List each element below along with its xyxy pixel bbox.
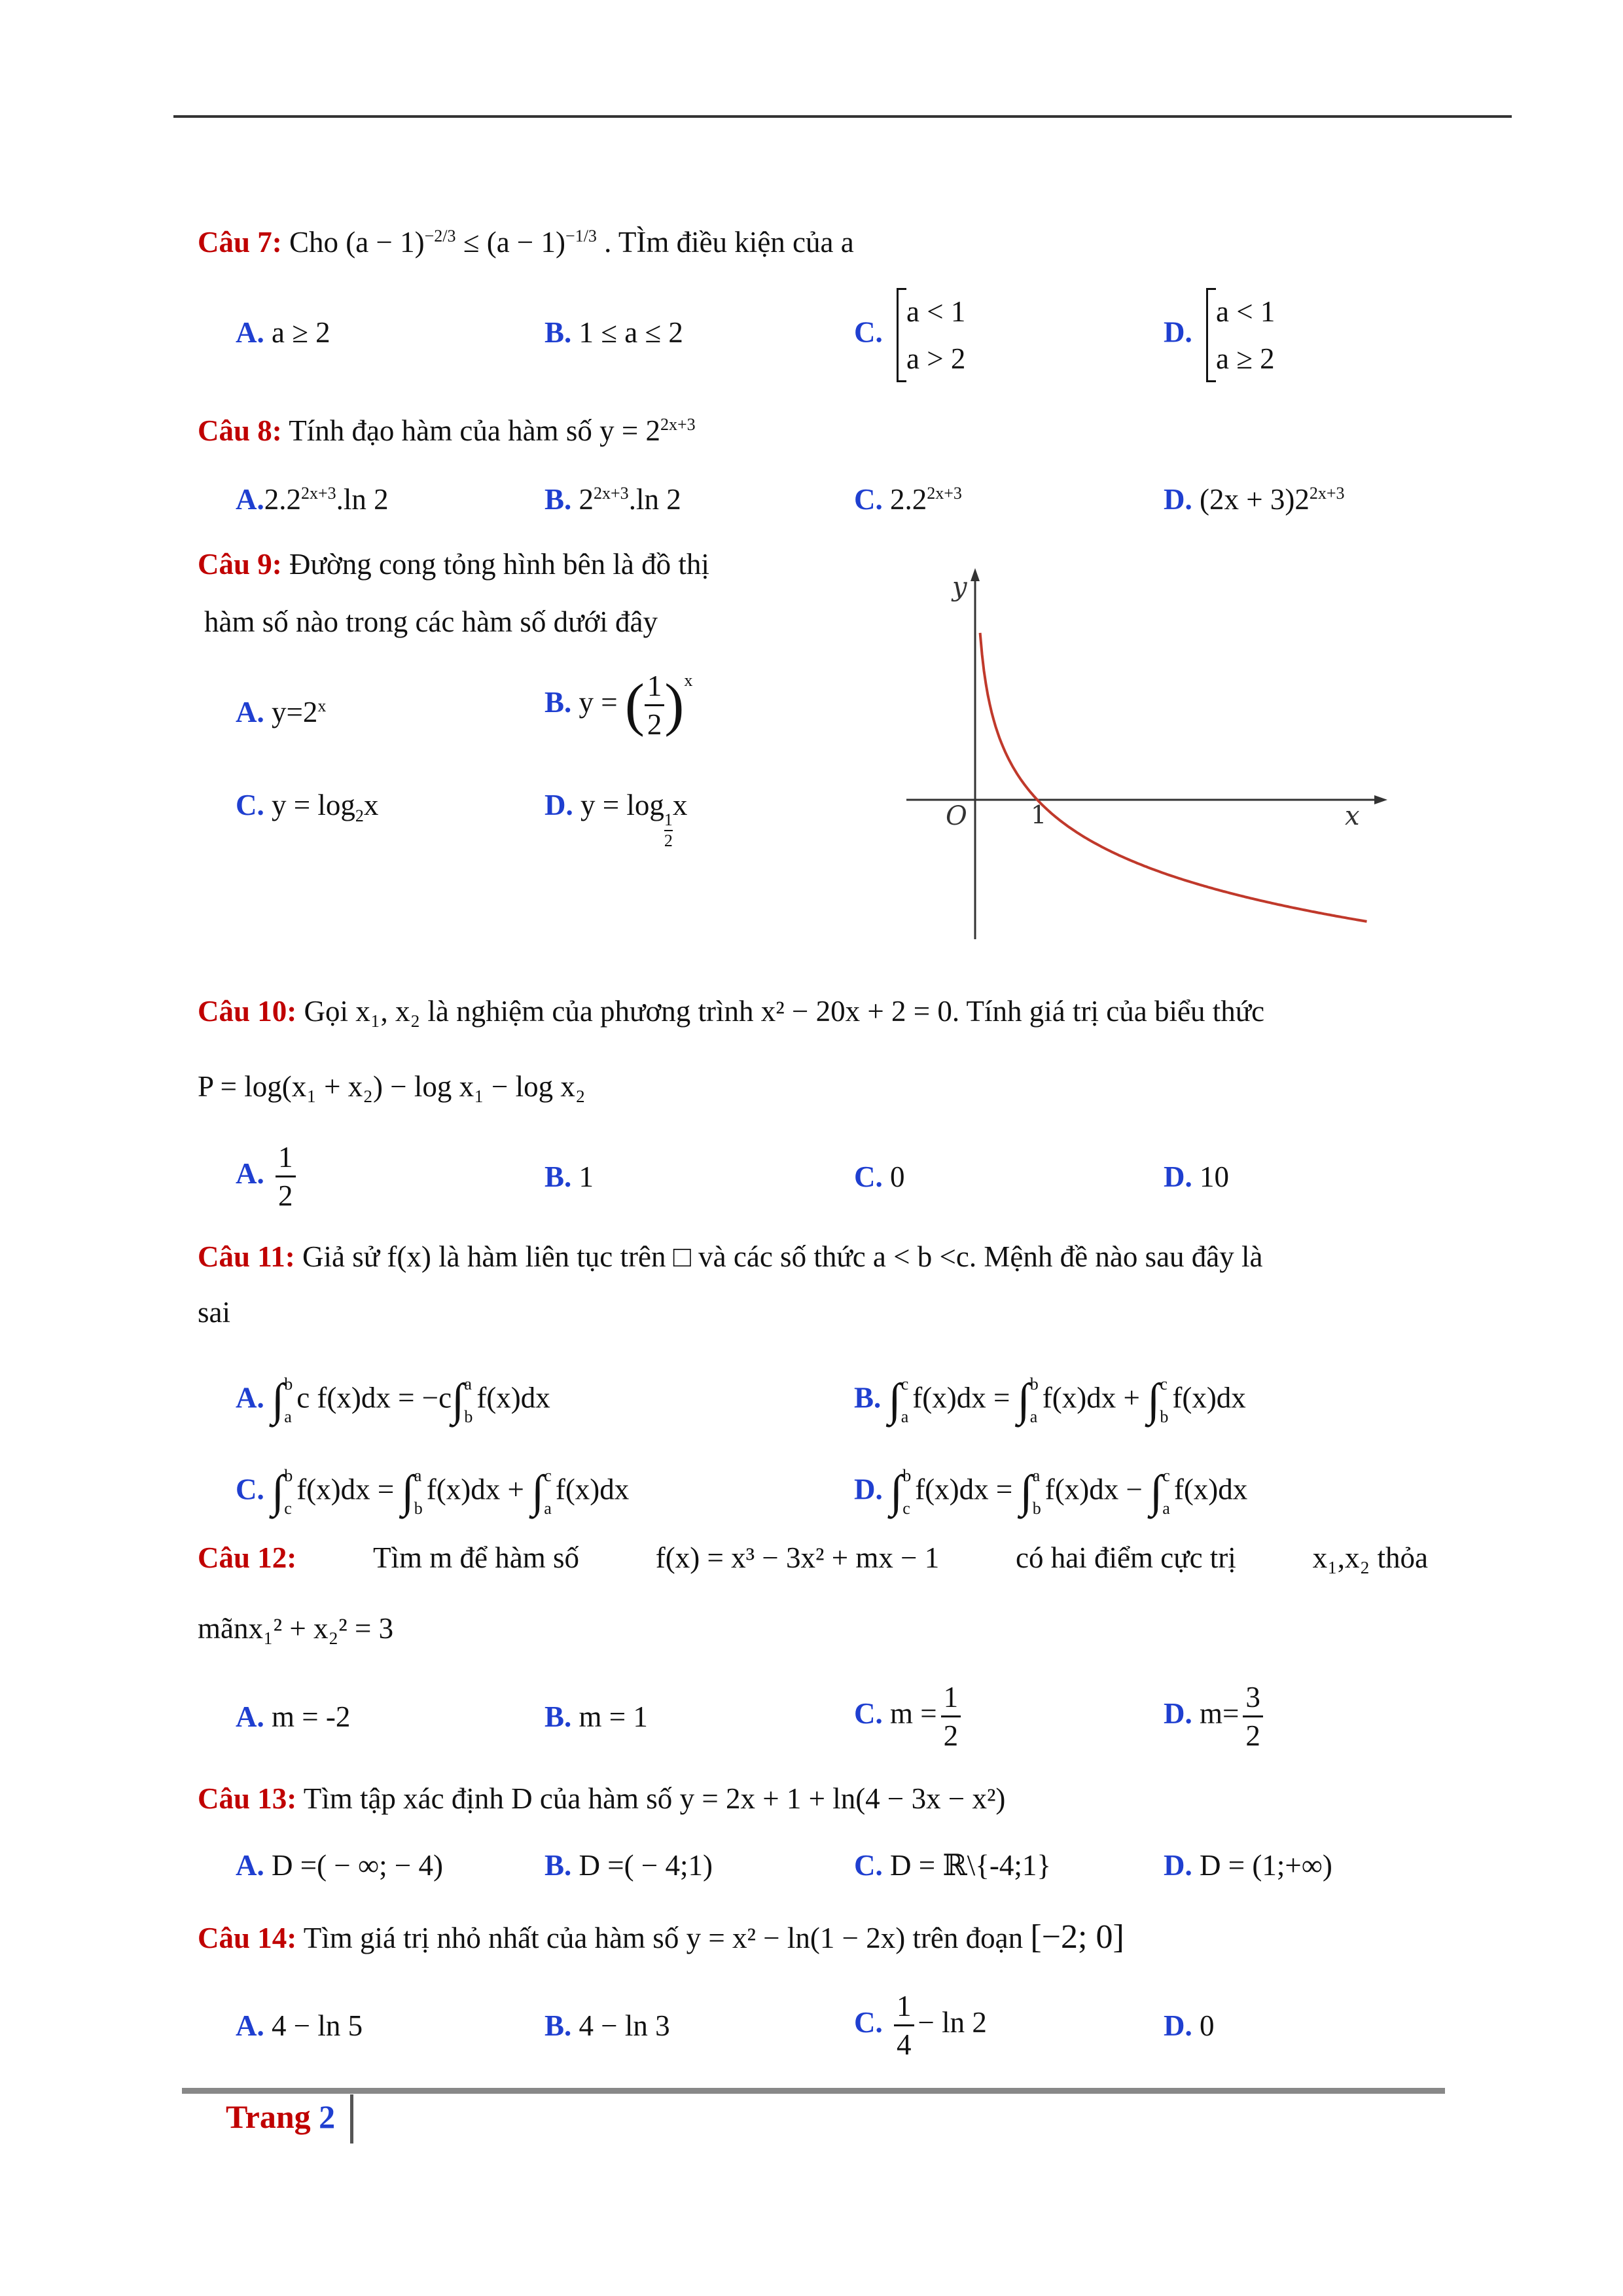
q11-option-b[interactable] <box>854 1368 1246 1433</box>
question-14-text-a: Tìm giá trị nhỏ nhất của hàm số <box>303 1922 679 1954</box>
lower-bound: a <box>544 1499 552 1518</box>
q9-option-c[interactable] <box>236 785 378 825</box>
q12-option-c-label: C. <box>854 1696 883 1730</box>
q7-option-a-label: A. <box>236 316 264 349</box>
neg-c: −c <box>421 1381 452 1414</box>
q14-option-c[interactable] <box>854 1988 987 2063</box>
q13-option-d[interactable] <box>1164 1846 1332 1885</box>
q9-option-c-tail: x <box>363 789 379 821</box>
graph-tick-label: 1 <box>1031 800 1047 829</box>
q13-option-c-label: C. <box>854 1849 883 1882</box>
integral-limits <box>284 1368 293 1433</box>
q7-option-d-label: D. <box>1164 315 1192 349</box>
integral-limits <box>464 1368 473 1433</box>
question-11-label: Câu 11: <box>198 1240 295 1273</box>
upper-bound: b <box>902 1466 912 1485</box>
q12-option-c-den: 2 <box>943 1719 959 1752</box>
q12-option-a-text: m = -2 <box>272 1700 351 1733</box>
upper-bound: a <box>1032 1466 1041 1485</box>
integral-limits <box>1030 1368 1039 1433</box>
integrand: f(x)dx <box>915 1473 989 1506</box>
integrand: f(x)dx <box>912 1381 986 1414</box>
integrand: f(x)dx <box>296 1473 370 1506</box>
q9-option-d-label: D. <box>544 789 573 821</box>
q8-option-c-exp: 2x+3 <box>927 484 962 503</box>
lower-bound: a <box>284 1407 292 1426</box>
upper-bound: b <box>284 1466 293 1485</box>
question-10-label: Câu 10: <box>198 995 297 1028</box>
q13-option-a-label: A. <box>236 1849 264 1882</box>
q10-option-a-label: A. <box>236 1157 264 1190</box>
q7-option-d-line2: a ≥ 2 <box>1216 342 1275 375</box>
q8-option-a-tail: .ln 2 <box>336 483 389 516</box>
q9-graph <box>893 556 1391 942</box>
q12-option-d-num: 3 <box>1243 1679 1263 1717</box>
q9-option-d[interactable] <box>544 785 687 851</box>
q8-option-d-exp: 2x+3 <box>1309 484 1345 503</box>
q14-option-d[interactable] <box>1164 2006 1215 2045</box>
q14-option-a-text: 4 − ln 5 <box>272 2009 363 2042</box>
q9-option-d-sub-den: 2 <box>664 831 673 850</box>
q14-option-a-label: A. <box>236 2009 264 2042</box>
q10-option-a-num: 1 <box>276 1139 296 1177</box>
q11-option-a[interactable] <box>236 1368 550 1433</box>
q7-option-d-line1: a < 1 <box>1216 295 1275 328</box>
q13-option-a[interactable] <box>236 1846 443 1885</box>
equals: = <box>377 1473 395 1506</box>
q8-option-a[interactable] <box>236 480 389 519</box>
question-10-text-a: Gọi <box>304 995 349 1028</box>
integral-limits <box>284 1460 293 1525</box>
q14-option-c-den: 4 <box>897 2028 912 2061</box>
question-11-line1: Giả sử f(x) là hàm liên tục trên □ và các số thức a < b <c. Mệnh đề nào sau đây là <box>302 1240 1263 1273</box>
plus: + <box>507 1473 524 1506</box>
question-7-expr-left: (a − 1) <box>346 226 425 259</box>
q14-option-b-text: 4 − ln 3 <box>579 2009 670 2042</box>
question-7-label: Câu 7: <box>198 226 282 259</box>
q9-option-b[interactable] <box>544 668 692 743</box>
q8-option-c-label: C. <box>854 483 883 516</box>
q12-option-c-num: 1 <box>941 1679 961 1717</box>
q12-option-c-lhs: m = <box>890 1696 937 1730</box>
q11-option-d[interactable] <box>854 1460 1247 1525</box>
q8-option-d-base: (2x + 3)2 <box>1200 483 1310 516</box>
q8-option-c[interactable] <box>854 480 962 519</box>
q13-option-b[interactable] <box>544 1846 713 1885</box>
q7-option-c[interactable] <box>854 288 965 382</box>
question-12 <box>198 1538 1428 1577</box>
q7-option-d[interactable] <box>1164 288 1275 382</box>
question-8-label: Câu 8: <box>198 414 282 447</box>
graph-origin-label: O <box>946 801 967 831</box>
q12-option-d-label: D. <box>1164 1696 1192 1730</box>
q13-option-d-text: D = (1;+∞) <box>1200 1849 1332 1882</box>
q9-option-a-base: y=2 <box>272 696 318 728</box>
top-rule <box>173 115 1512 118</box>
upper-bound: c <box>544 1466 552 1485</box>
question-9 <box>198 545 709 584</box>
integrand: f(x)dx <box>1173 1473 1248 1506</box>
question-14-interval: [−2; 0] <box>1030 1918 1124 1956</box>
q10-option-a-den: 2 <box>278 1179 293 1212</box>
q13-option-c[interactable] <box>854 1846 1051 1885</box>
integrand: f(x)dx <box>426 1473 501 1506</box>
upper-bound: a <box>414 1466 422 1485</box>
q10-option-a-fraction <box>276 1139 296 1214</box>
question-12-line2-a: mãn <box>198 1612 249 1645</box>
integral-limits <box>902 1460 911 1525</box>
q9-option-b-paren-close: ) <box>664 672 685 738</box>
q10-option-a[interactable] <box>236 1139 300 1214</box>
integral-sign: ∫ <box>890 1467 903 1517</box>
q11-option-a-label: A. <box>236 1381 264 1414</box>
question-14-func: y = x² − ln(1 − 2x) <box>686 1922 906 1954</box>
q14-option-a[interactable] <box>236 2006 363 2045</box>
q9-option-d-sub-fraction <box>664 810 673 851</box>
integrand: c f(x)dx <box>296 1381 391 1414</box>
integral-sign: ∫ <box>1147 1375 1160 1426</box>
q9-option-c-sub: 2 <box>355 806 364 825</box>
q14-option-c-tail: − ln 2 <box>918 2005 987 2039</box>
page-number <box>226 2098 335 2136</box>
question-11-line2: sai <box>198 1296 230 1329</box>
q9-option-c-base: y = log <box>272 789 355 821</box>
integral-sign: ∫ <box>888 1375 901 1426</box>
q9-option-a-label: A. <box>236 696 264 728</box>
q9-option-b-paren-open: ( <box>624 672 645 738</box>
integral-sign: ∫ <box>401 1467 414 1517</box>
graph-background <box>893 556 1391 942</box>
q10-option-d-label: D. <box>1164 1160 1192 1193</box>
q10-option-b[interactable] <box>544 1157 594 1196</box>
question-12-text-c: thỏa <box>1377 1541 1428 1574</box>
q10-option-c-text: 0 <box>890 1160 905 1193</box>
q10-option-c[interactable] <box>854 1157 905 1196</box>
question-12-line2 <box>198 1609 393 1648</box>
integral-sign: ∫ <box>452 1375 465 1426</box>
q14-option-d-label: D. <box>1164 2009 1192 2042</box>
lower-bound: b <box>464 1407 473 1426</box>
q7-option-c-label: C. <box>854 315 883 349</box>
q12-option-a[interactable] <box>236 1697 350 1736</box>
q7-option-c-line2: a > 2 <box>906 342 966 375</box>
q8-option-b-base: 2 <box>579 483 594 516</box>
lower-bound: a <box>1029 1407 1038 1426</box>
q9-option-d-sub-num: 1 <box>664 810 673 831</box>
q11-option-d-label: D. <box>854 1473 883 1506</box>
q9-option-b-num: 1 <box>645 668 665 706</box>
lower-bound: c <box>284 1499 292 1518</box>
lower-bound: b <box>1032 1499 1041 1518</box>
equals: = <box>993 1381 1010 1414</box>
equals: = <box>398 1381 415 1414</box>
page-number-value: 2 <box>319 2098 336 2135</box>
q9-option-a[interactable] <box>236 692 326 732</box>
integral-sign: ∫ <box>272 1375 285 1426</box>
lower-bound: b <box>1160 1407 1169 1426</box>
integral-limits <box>1162 1460 1170 1525</box>
minus: − <box>1126 1473 1143 1506</box>
q9-option-b-exp: x <box>684 670 693 690</box>
question-10-text-c: . Tính giá trị của biểu thức <box>952 995 1265 1028</box>
question-8-text: Tính đạo hàm của hàm số <box>289 414 592 447</box>
q10-option-b-label: B. <box>544 1160 572 1193</box>
question-8 <box>198 411 696 450</box>
q8-option-d[interactable] <box>1164 480 1345 519</box>
q9-option-b-label: B. <box>544 685 572 719</box>
q14-option-c-label: C. <box>854 2005 883 2039</box>
upper-bound: c <box>1160 1374 1168 1393</box>
q12-option-b-label: B. <box>544 1700 572 1733</box>
q12-option-b[interactable] <box>544 1697 648 1736</box>
integral-limits <box>1160 1368 1168 1433</box>
integrand: f(x)dx <box>1044 1473 1119 1506</box>
q9-option-c-label: C. <box>236 789 264 821</box>
lower-bound: b <box>414 1499 423 1518</box>
q11-option-c[interactable] <box>236 1460 629 1525</box>
question-12-points-group <box>1313 1538 1428 1577</box>
q12-option-d-fraction <box>1243 1679 1263 1754</box>
question-14-text-b: trên đoạn <box>912 1922 1024 1954</box>
equals: = <box>995 1473 1013 1506</box>
upper-bound: a <box>464 1374 472 1393</box>
q11-option-c-label: C. <box>236 1473 264 1506</box>
graph-x-label: x <box>1345 801 1360 831</box>
question-12-text-a: Tìm m để hàm số <box>373 1541 580 1574</box>
q7-option-a[interactable] <box>236 313 330 352</box>
question-10 <box>198 992 1264 1031</box>
q12-option-d[interactable] <box>1164 1679 1267 1754</box>
q8-option-c-base: 2.2 <box>890 483 927 516</box>
integral-limits <box>901 1368 909 1433</box>
upper-bound: b <box>1029 1374 1039 1393</box>
q13-option-b-text: D =( − 4;1) <box>579 1849 713 1882</box>
question-9-line2: hàm số nào trong các hàm số dưới đây <box>204 605 658 638</box>
q8-option-b-exp: 2x+3 <box>594 484 629 503</box>
integral-sign: ∫ <box>272 1467 285 1517</box>
q7-option-c-line1: a < 1 <box>906 295 966 328</box>
q12-option-c[interactable] <box>854 1679 965 1754</box>
q8-option-d-label: D. <box>1164 483 1192 516</box>
q7-option-b-text: 1 ≤ a ≤ 2 <box>579 316 683 349</box>
question-7-expr-right: (a − 1) <box>486 226 566 259</box>
q12-option-c-fraction <box>941 1679 961 1754</box>
q12-option-d-den: 2 <box>1245 1719 1260 1752</box>
integral-sign: ∫ <box>531 1467 544 1517</box>
question-12-line2-expr: x₁² + x₂² = 3 <box>248 1612 394 1645</box>
q8-option-a-base: 2.2 <box>264 483 301 516</box>
q9-option-b-den: 2 <box>647 708 662 741</box>
question-12-points: x₁,x₂ <box>1312 1541 1370 1574</box>
q9-option-b-fraction <box>645 668 665 743</box>
q7-option-b-label: B. <box>544 316 572 349</box>
q8-option-b-tail: .ln 2 <box>628 483 681 516</box>
integrand: f(x)dx <box>1042 1381 1116 1414</box>
q12-option-b-text: m = 1 <box>579 1700 648 1733</box>
lower-bound: a <box>901 1407 909 1426</box>
q7-option-d-system <box>1206 288 1275 382</box>
question-13-func: y = 2x + 1 + ln(4 − 3x − x²) <box>679 1782 1006 1815</box>
q10-option-d[interactable] <box>1164 1157 1229 1196</box>
q14-option-c-fraction <box>894 1988 914 2063</box>
integrand: f(x)dx <box>476 1381 550 1414</box>
q9-option-d-base: y = log <box>580 789 664 821</box>
q13-option-c-text: D = ℝ\{-4;1} <box>890 1849 1051 1882</box>
q7-option-b[interactable] <box>544 313 683 352</box>
question-8-func-exp: 2x+3 <box>660 415 696 434</box>
question-10-roots: x₁, x₂ <box>355 995 421 1028</box>
integrand: f(x)dx <box>1172 1381 1246 1414</box>
plus: + <box>1123 1381 1140 1414</box>
integral-limits <box>414 1460 423 1525</box>
question-7-exp-left: −2/3 <box>424 226 456 245</box>
upper-bound: c <box>1162 1466 1170 1485</box>
question-8-func-base: y = 2 <box>599 414 660 447</box>
integral-sign: ∫ <box>1150 1467 1163 1517</box>
q14-option-c-num: 1 <box>894 1988 914 2026</box>
q8-option-b[interactable] <box>544 480 681 519</box>
question-7-exp-right: −1/3 <box>565 226 597 245</box>
q7-option-a-text: a ≥ 2 <box>272 316 330 349</box>
integral-sign: ∫ <box>1020 1467 1033 1517</box>
question-7-rel: ≤ <box>463 226 480 259</box>
q9-option-d-tail: x <box>672 789 688 821</box>
lower-bound: a <box>1162 1499 1170 1518</box>
q10-option-d-text: 10 <box>1200 1160 1229 1193</box>
question-14-label: Câu 14: <box>198 1922 297 1954</box>
question-12-text-b: có hai điểm cực trị <box>1016 1541 1236 1574</box>
q11-option-b-label: B. <box>854 1381 882 1414</box>
upper-bound: c <box>901 1374 909 1393</box>
q14-option-b-label: B. <box>544 2009 572 2042</box>
question-12-func: f(x) = x³ − 3x² + mx − 1 <box>655 1541 940 1574</box>
question-7-text-b: . TÌm điều kiện của a <box>604 226 854 259</box>
question-12-label: Câu 12: <box>198 1541 297 1574</box>
q13-option-a-text: D =( − ∞; − 4) <box>272 1849 443 1882</box>
q12-option-d-lhs: m= <box>1200 1696 1240 1730</box>
question-7-text-a: Cho <box>289 226 339 259</box>
question-13 <box>198 1779 1005 1818</box>
question-14 <box>198 1918 1124 1958</box>
question-9-line1: Đường cong tỏng hình bên là đồ thị <box>289 548 709 581</box>
integral-sign: ∫ <box>1017 1375 1030 1426</box>
question-10-equation: x² − 20x + 2 = 0 <box>760 995 952 1028</box>
integrand: f(x)dx <box>555 1473 630 1506</box>
q7-option-c-system <box>897 288 965 382</box>
q8-option-a-exp: 2x+3 <box>301 484 336 503</box>
question-13-text: Tìm tập xác định D của hàm số <box>303 1782 673 1815</box>
upper-bound: b <box>284 1374 293 1393</box>
question-9-label: Câu 9: <box>198 548 282 581</box>
q12-option-a-label: A. <box>236 1700 264 1733</box>
graph-y-label: y <box>952 572 967 602</box>
integral-limits <box>544 1460 552 1525</box>
q8-option-a-label: A. <box>236 483 264 516</box>
q13-option-b-label: B. <box>544 1849 572 1882</box>
q8-option-b-label: B. <box>544 483 572 516</box>
integral-limits <box>1033 1460 1041 1525</box>
q10-option-c-label: C. <box>854 1160 883 1193</box>
question-7 <box>198 223 854 262</box>
q9-option-a-exp: x <box>317 696 327 715</box>
question-10-text-b: là nghiệm của phương trình <box>427 995 754 1028</box>
lower-bound: c <box>902 1499 910 1518</box>
footer-rule <box>182 2088 1445 2094</box>
q9-option-b-lhs: y = <box>579 685 618 719</box>
q14-option-b[interactable] <box>544 2006 670 2045</box>
page-label: Trang <box>226 2098 311 2135</box>
footer-divider <box>350 2094 353 2144</box>
q13-option-d-label: D. <box>1164 1849 1192 1882</box>
q14-option-d-text: 0 <box>1200 2009 1215 2042</box>
question-10-expr: P = log(x₁ + x₂) − log x₁ − log x₂ <box>198 1070 586 1103</box>
question-13-label: Câu 13: <box>198 1782 297 1815</box>
question-11 <box>198 1237 1263 1276</box>
q10-option-b-text: 1 <box>579 1160 594 1193</box>
